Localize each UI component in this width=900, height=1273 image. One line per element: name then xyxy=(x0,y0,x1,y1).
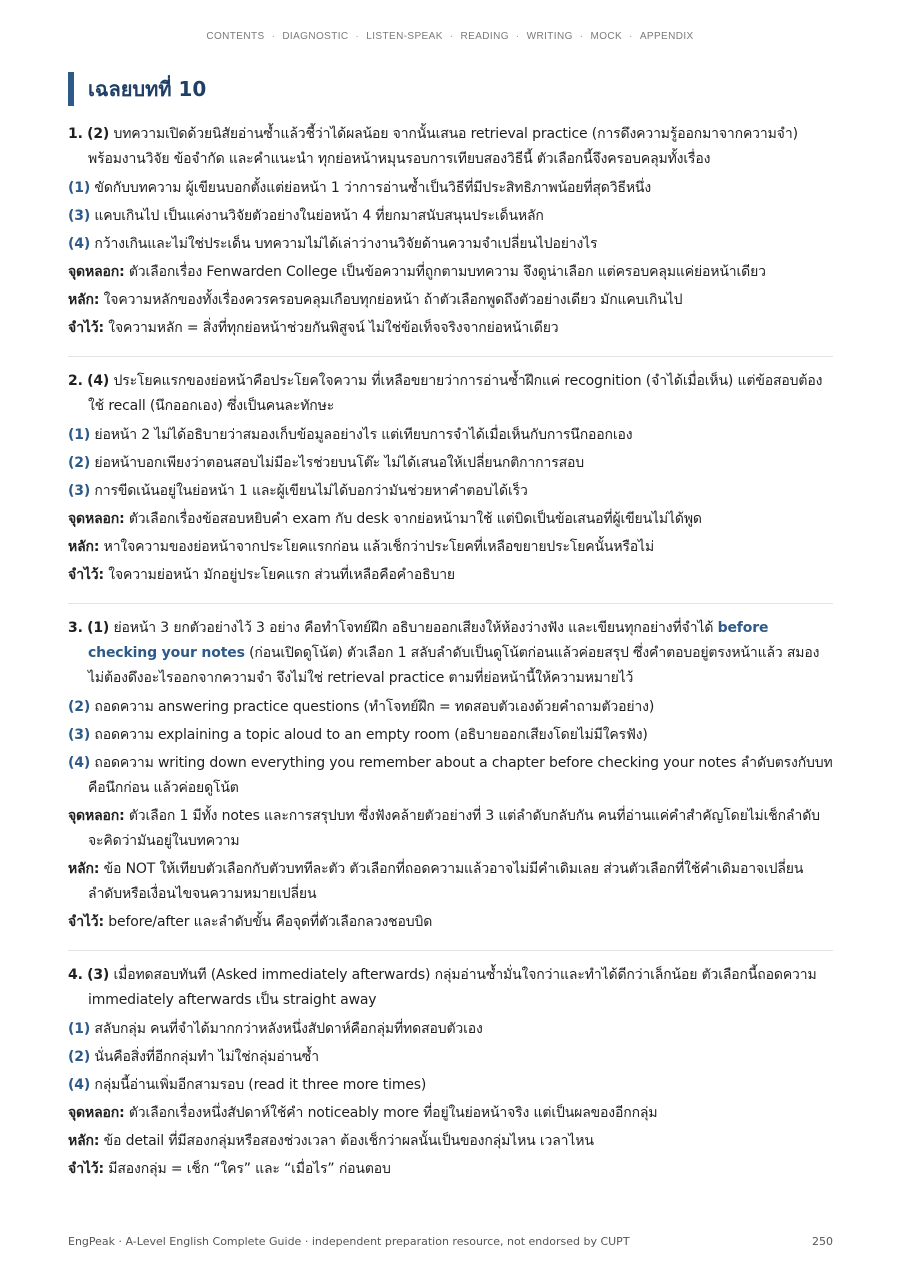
trap-label: จุดหลอก: xyxy=(68,511,125,527)
option-text: ถอดความ explaining a topic aloud to an empty room (อธิบายออกเสียงโดยไม่มีใครฟัง) xyxy=(94,727,648,743)
correct-answer: (4) xyxy=(87,373,110,389)
option-note xyxy=(68,204,833,229)
footer-text: EngPeak · A-Level English Complete Guide · independent preparation resource, not endorsed by CUPT xyxy=(68,1235,630,1248)
nav-separator: · xyxy=(579,31,584,42)
option-text: กลุ่มนี้อ่านเพิ่มอีกสามรอบ (read it three more times) xyxy=(94,1077,427,1093)
trap-label: จุดหลอก: xyxy=(68,1105,125,1121)
principle-note xyxy=(68,1129,833,1154)
top-navigation xyxy=(0,31,900,42)
explanation-text: เมื่อทดสอบทันที (Asked immediately afterwards) กลุ่มอ่านซ้ำมั่นใจกว่าและทำได้ดีกว่าเล็กน้อย ตัวเลือกนี้ถอดความ immediately afterwards เป็น straight away xyxy=(88,967,817,1008)
option-note xyxy=(68,751,833,801)
option-note xyxy=(68,1017,833,1042)
principle-label: หลัก: xyxy=(68,539,100,555)
option-number: (2) xyxy=(68,1049,91,1065)
option-note xyxy=(68,723,833,748)
nav-separator: · xyxy=(449,31,454,42)
trap-text: ตัวเลือกเรื่องหนึ่งสัปดาห์ใช้คำ noticeably more ที่อยู่ในย่อหน้าจริง แต่เป็นผลของอีกกลุ่ม xyxy=(128,1105,658,1121)
page-footer xyxy=(68,1235,833,1248)
option-text: ย่อหน้า 2 ไม่ได้อธิบายว่าสมองเก็บข้อมูลอย่างไร แต่เทียบการจำได้เมื่อเห็นกับการนึกออกเอง xyxy=(94,427,633,443)
trap-note xyxy=(68,1101,833,1126)
nav-separator: · xyxy=(271,31,276,42)
option-number: (1) xyxy=(68,1021,91,1037)
option-note xyxy=(68,1073,833,1098)
nav-item-reading[interactable]: READING xyxy=(460,31,509,42)
remember-note xyxy=(68,910,833,935)
option-text: ย่อหน้าบอกเพียงว่าตอนสอบไม่มีอะไรช่วยบนโต๊ะ ไม่ได้เสนอให้เปลี่ยนกติกาการสอบ xyxy=(94,455,584,471)
answer-key-content xyxy=(68,122,833,1192)
option-text: การขีดเน้นอยู่ในย่อหน้า 1 และผู้เขียนไม่ได้บอกว่ามันช่วยหาคำตอบได้เร็ว xyxy=(94,483,528,499)
nav-item-writing[interactable]: WRITING xyxy=(526,31,573,42)
principle-label: หลัก: xyxy=(68,1133,100,1149)
question-number: 2. xyxy=(68,373,83,389)
option-text: นั่นคือสิ่งที่อีกกลุ่มทำ ไม่ใช่กลุ่มอ่านซ้ำ xyxy=(94,1049,319,1065)
option-number: (1) xyxy=(68,427,91,443)
principle-note xyxy=(68,857,833,907)
question-explanation xyxy=(68,369,833,419)
remember-note xyxy=(68,1157,833,1182)
answer-block-4 xyxy=(68,950,833,1192)
principle-text: ใจความหลักของทั้งเรื่องควรครอบคลุมเกือบทุกย่อหน้า ถ้าตัวเลือกพูดถึงตัวอย่างเดียว มักแคบเกินไป xyxy=(103,292,683,308)
principle-text: ข้อ detail ที่มีสองกลุ่มหรือสองช่วงเวลา ต้องเช็กว่าผลนั้นเป็นของกลุ่มไหน เวลาไหน xyxy=(103,1133,594,1149)
option-number: (4) xyxy=(68,1077,91,1093)
nav-item-appendix[interactable]: APPENDIX xyxy=(639,31,694,42)
trap-note xyxy=(68,804,833,854)
principle-text: หาใจความของย่อหน้าจากประโยคแรกก่อน แล้วเช็กว่าประโยคที่เหลือขยายประโยคนั้นหรือไม่ xyxy=(103,539,655,555)
nav-item-contents[interactable]: CONTENTS xyxy=(206,31,265,42)
trap-label: จุดหลอก: xyxy=(68,808,125,824)
question-explanation xyxy=(68,963,833,1013)
remember-label: จำไว้: xyxy=(68,1161,104,1177)
trap-label: จุดหลอก: xyxy=(68,264,125,280)
correct-answer: (3) xyxy=(87,967,110,983)
answer-block-3 xyxy=(68,603,833,945)
option-note xyxy=(68,451,833,476)
question-number: 1. xyxy=(68,126,83,142)
remember-label: จำไว้: xyxy=(68,320,104,336)
correct-answer: (2) xyxy=(87,126,110,142)
option-text: ขัดกับบทความ ผู้เขียนบอกตั้งแต่ย่อหน้า 1 ว่าการอ่านซ้ำเป็นวิธีที่มีประสิทธิภาพน้อยที่สุดวิธีหนึ่ง xyxy=(94,180,652,196)
explanation-text: บทความเปิดด้วยนิสัยอ่านซ้ำแล้วชี้ว่าได้ผลน้อย จากนั้นเสนอ retrieval practice (การดึงความรู้ออกมาจากความจำ) พร้อมงานวิจัย ข้อจำกัด และคำแนะนำ ทุกย่อหน้าหมุนรอบการเทียบสองวิธีนี้ ตัวเลือกนี้จึงครอบคลุมทั้งเรื่อง xyxy=(88,126,798,167)
explanation-text: ย่อหน้า 3 ยกตัวอย่างไว้ 3 อย่าง คือทำโจทย์ฝึก อธิบายออกเสียงให้ห้องว่างฟัง และเขียนทุกอย่างที่จำได้ xyxy=(113,620,714,636)
principle-note xyxy=(68,288,833,313)
option-text: ถอดความ answering practice questions (ทำโจทย์ฝึก = ทดสอบตัวเองด้วยคำถามตัวอย่าง) xyxy=(94,699,655,715)
remember-label: จำไว้: xyxy=(68,567,104,583)
option-text: กว้างเกินและไม่ใช่ประเด็น บทความไม่ได้เล่าว่างานวิจัยด้านความจำเปลี่ยนไปอย่างไร xyxy=(94,236,598,252)
question-number: 3. xyxy=(68,620,83,636)
nav-separator: · xyxy=(355,31,360,42)
remember-text: ใจความหลัก = สิ่งที่ทุกย่อหน้าช่วยกันพิสูจน์ ไม่ใช่ข้อเท็จจริงจากย่อหน้าเดียว xyxy=(108,320,559,336)
option-number: (3) xyxy=(68,727,91,743)
trap-note xyxy=(68,507,833,532)
explanation-text: ประโยคแรกของย่อหน้าคือประโยคใจความ ที่เหลือขยายว่าการอ่านซ้ำฝึกแค่ recognition (จำได้เมื่อเห็น) แต่ข้อสอบต้องใช้ recall (นึกออกเอง) ซึ่งเป็นคนละทักษะ xyxy=(88,373,823,414)
remember-label: จำไว้: xyxy=(68,914,104,930)
option-note xyxy=(68,695,833,720)
page-title: เฉลยบทที่ 10 xyxy=(68,72,206,106)
option-number: (4) xyxy=(68,236,91,252)
remember-note xyxy=(68,316,833,341)
option-number: (3) xyxy=(68,483,91,499)
question-number: 4. xyxy=(68,967,83,983)
answer-block-2 xyxy=(68,356,833,598)
correct-answer: (1) xyxy=(87,620,110,636)
principle-note xyxy=(68,535,833,560)
remember-text: มีสองกลุ่ม = เช็ก “ใคร” และ “เมื่อไร” ก่อนตอบ xyxy=(108,1161,391,1177)
principle-text: ข้อ NOT ให้เทียบตัวเลือกกับตัวบททีละตัว ตัวเลือกที่ถอดความแล้วอาจไม่มีคำเดิมเลย ส่วนตัวเลือกที่ใช้คำเดิมอาจเปลี่ยนลำดับหรือเงื่อนไขจนความหมายเปลี่ยน xyxy=(88,861,804,902)
remember-text: before/after และลำดับขั้น คือจุดที่ตัวเลือกลวงชอบบิด xyxy=(108,914,433,930)
nav-separator: · xyxy=(515,31,520,42)
option-number: (4) xyxy=(68,755,91,771)
answer-block-1 xyxy=(68,122,833,351)
explanation-text-continued: (ก่อนเปิดดูโน้ต) ตัวเลือก 1 สลับลำดับเป็นดูโน้ตก่อนแล้วค่อยสรุป ซึ่งคำตอบอยู่ตรงหน้าแล้ว สมองไม่ต้องดึงอะไรออกจากความจำ จึงไม่ใช่ retrieval practice ตามที่ย่อหน้านี้ให้ความหมายไว้ xyxy=(88,645,820,686)
nav-item-mock[interactable]: MOCK xyxy=(590,31,623,42)
trap-text: ตัวเลือก 1 มีทั้ง notes และการสรุปบท ซึ่งฟังคล้ายตัวอย่างที่ 3 แต่ลำดับกลับกัน คนที่อ่านแค่คำสำคัญโดยไม่เช็กลำดับจะคิดว่ามันอยู่ในบทความ xyxy=(88,808,820,849)
principle-label: หลัก: xyxy=(68,861,100,877)
question-explanation xyxy=(68,122,833,172)
option-text: แคบเกินไป เป็นแค่งานวิจัยตัวอย่างในย่อหน้า 4 ที่ยกมาสนับสนุนประเด็นหลัก xyxy=(94,208,544,224)
option-note xyxy=(68,479,833,504)
option-note xyxy=(68,1045,833,1070)
trap-text: ตัวเลือกเรื่อง Fenwarden College เป็นข้อความที่ถูกตามบทความ จึงดูน่าเลือก แต่ครอบคลุมแค่ย่อหน้าเดียว xyxy=(128,264,766,280)
option-note xyxy=(68,232,833,257)
nav-separator: · xyxy=(629,31,633,42)
question-explanation xyxy=(68,616,833,691)
option-number: (1) xyxy=(68,180,91,196)
trap-note xyxy=(68,260,833,285)
option-number: (2) xyxy=(68,699,91,715)
option-text: สลับกลุ่ม คนที่จำได้มากกว่าหลังหนึ่งสัปดาห์คือกลุ่มที่ทดสอบตัวเอง xyxy=(94,1021,483,1037)
option-number: (3) xyxy=(68,208,91,224)
option-text: ถอดความ writing down everything you remember about a chapter before checking your notes ลำดับตรงกับบท คือนึกก่อน แล้วค่อยดูโน้ต xyxy=(88,755,833,796)
page-number: 250 xyxy=(812,1235,833,1248)
trap-text: ตัวเลือกเรื่องข้อสอบหยิบคำ exam กับ desk จากย่อหน้ามาใช้ แต่บิดเป็นข้อเสนอที่ผู้เขียนไม่ได้พูด xyxy=(128,511,702,527)
principle-label: หลัก: xyxy=(68,292,100,308)
highlighted-phrase: before checking your notes xyxy=(88,620,769,661)
nav-item-listen-speak[interactable]: LISTEN-SPEAK xyxy=(366,31,443,42)
nav-item-diagnostic[interactable]: DIAGNOSTIC xyxy=(282,31,349,42)
option-note xyxy=(68,176,833,201)
option-number: (2) xyxy=(68,455,91,471)
option-note xyxy=(68,423,833,448)
remember-note xyxy=(68,563,833,588)
remember-text: ใจความย่อหน้า มักอยู่ประโยคแรก ส่วนที่เหลือคือคำอธิบาย xyxy=(108,567,455,583)
